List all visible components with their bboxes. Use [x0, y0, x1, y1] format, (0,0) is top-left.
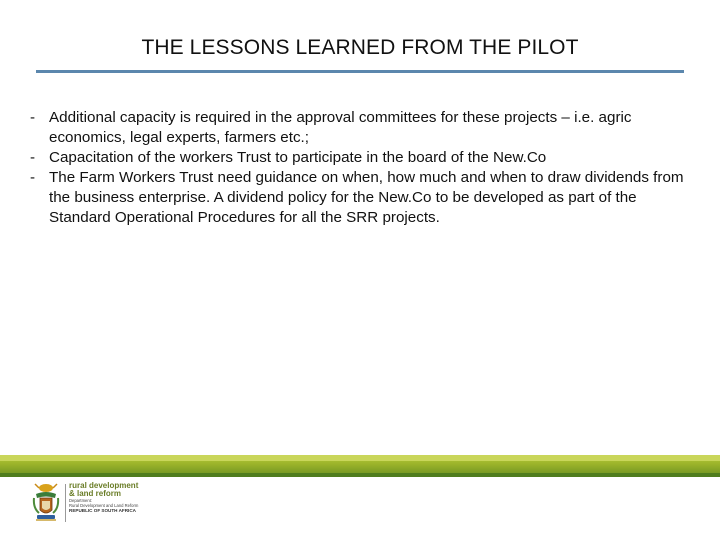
slide-title: THE LESSONS LEARNED FROM THE PILOT	[141, 36, 579, 59]
bullet-item	[30, 148, 690, 168]
bullet-text: Capacitation of the workers Trust to participate in the board of the New.Co	[49, 149, 547, 166]
bullet-text: Additional capacity is required in the approval committees for these projects – i.e. agric economics, legal experts, farmers etc.;	[49, 109, 632, 146]
title-underline	[36, 70, 684, 73]
logo-dept-name: Rural Development and Land Reform	[69, 503, 139, 508]
logo-line-1: rural development	[69, 481, 139, 490]
bullet-text: The Farm Workers Trust need guidance on when, how much and when to draw dividends from the business enterprise. A dividend policy for the New.Co to be developed as part of the Standard Operational Procedures for all the SRR projects.	[49, 169, 684, 226]
department-logo	[30, 482, 155, 524]
logo-wordmark	[69, 482, 159, 514]
coat-of-arms-icon	[30, 482, 62, 524]
bullet-item	[30, 108, 690, 148]
logo-country: REPUBLIC OF SOUTH AFRICA	[69, 508, 136, 513]
footer-green-band	[0, 455, 720, 477]
logo-divider	[65, 484, 66, 522]
bullet-marker: -	[30, 149, 36, 166]
bullet-list	[30, 108, 690, 228]
bullet-marker: -	[30, 169, 36, 186]
bullet-marker: -	[30, 109, 36, 126]
logo-dept-label: Department:	[69, 498, 93, 503]
logo-line-2: & land reform	[69, 489, 122, 498]
bullet-item	[30, 168, 690, 228]
